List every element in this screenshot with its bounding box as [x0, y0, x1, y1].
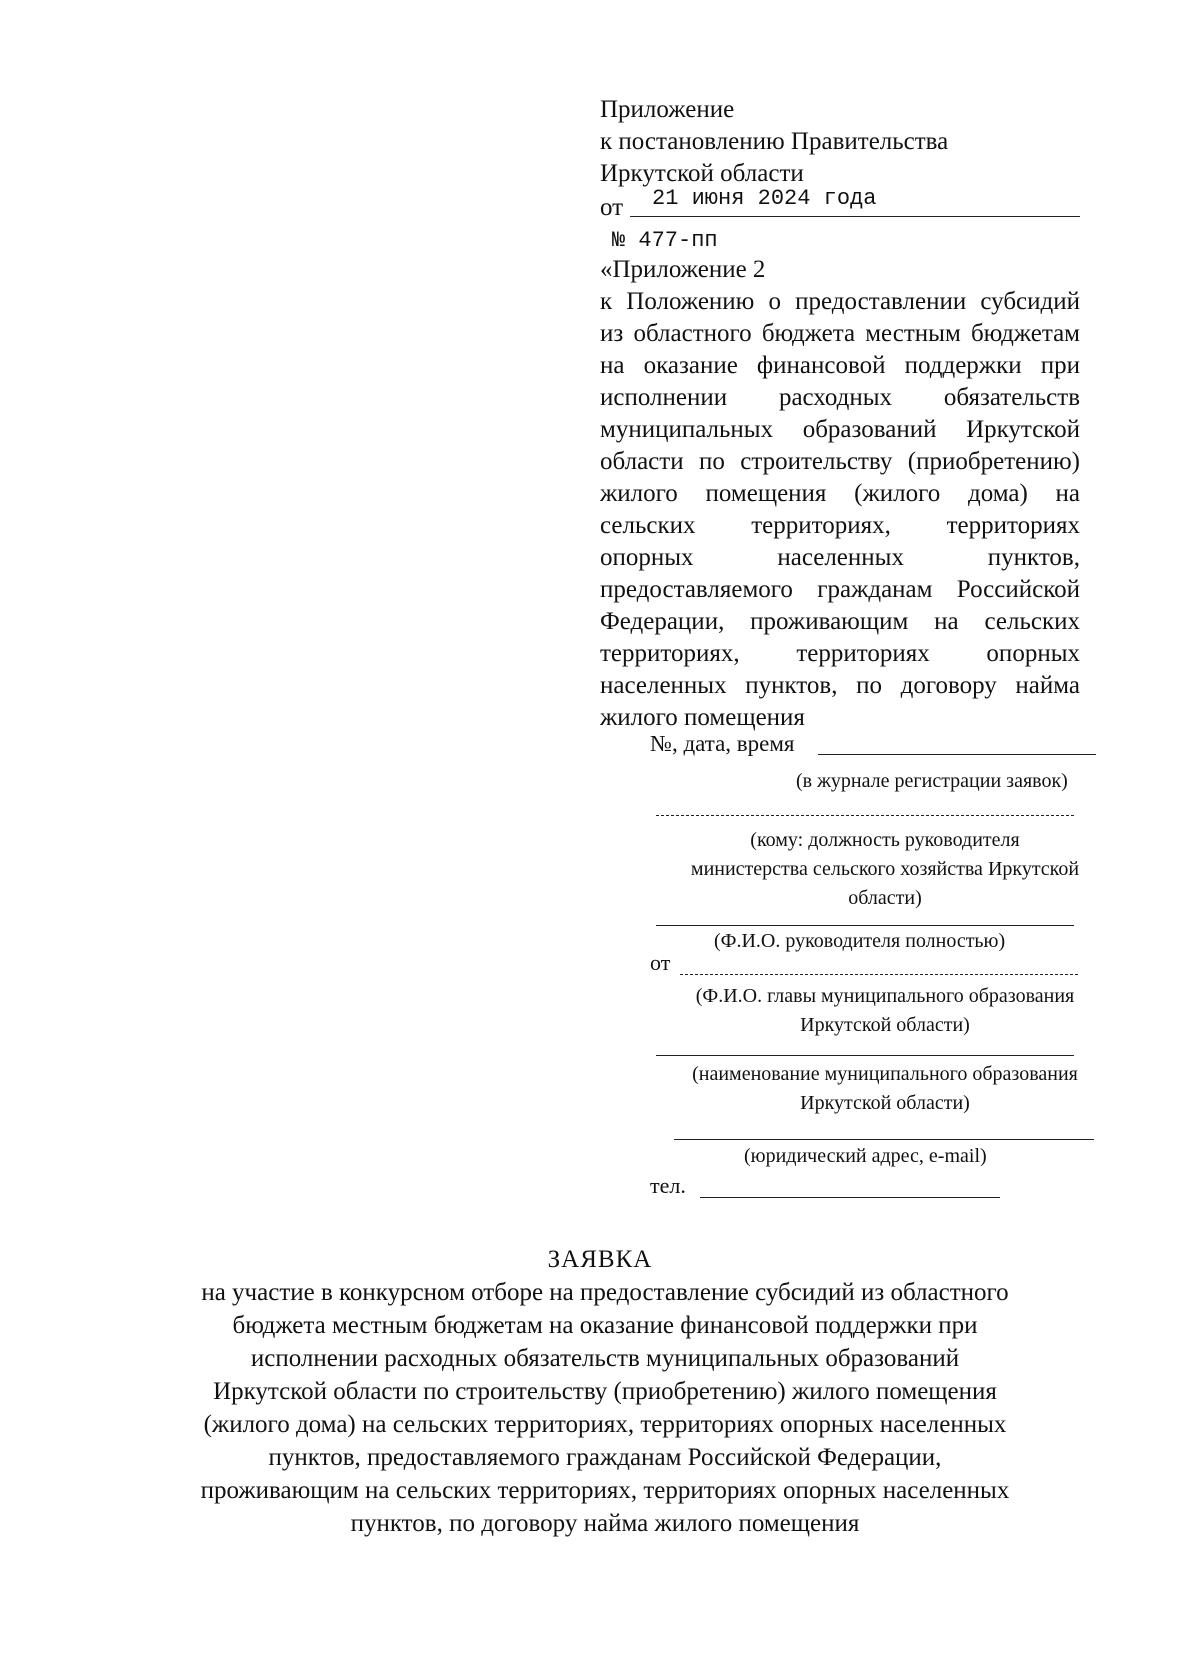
subtitle-line: исполнении расходных обязательств муниципальных образований — [250, 1345, 960, 1372]
appendix-line: жилого помещения — [600, 704, 805, 731]
appendix-line: к Положению о предоставлении субсидий — [600, 288, 1080, 315]
header-line-1: Приложение — [600, 96, 735, 123]
appendix-line: на оказание финансовой поддержки при — [600, 352, 1080, 379]
caption-line: министерства сельского хозяйства Иркутской — [690, 858, 1080, 880]
municipality-caption — [640, 1060, 1130, 1118]
decree-date: 21 июня 2024 года — [652, 186, 877, 211]
header-line-3: Иркутской области — [600, 160, 804, 187]
from-label: от — [650, 950, 671, 975]
date-prefix: от — [600, 194, 624, 221]
subtitle-line: проживающим на сельских территориях, территориях опорных населенных — [200, 1477, 1010, 1504]
head-name-caption: (Ф.И.О. руководителя полностью) — [714, 930, 1006, 952]
appendix-2-reference — [600, 254, 1080, 734]
municipal-head-caption — [640, 982, 1130, 1040]
subtitle-line: пунктов, по договору найма жилого помещения — [350, 1510, 860, 1537]
appendix-line: предоставляемого гражданам Российской — [600, 576, 1080, 603]
decree-number: № 477-пп — [612, 228, 718, 253]
subtitle-line: Иркутской области по строительству (приобретению) жилого помещения — [213, 1378, 997, 1405]
phone-blank[interactable] — [700, 1197, 1000, 1198]
header-line-2: к постановлению Правительства — [600, 128, 949, 155]
appendix-line: муниципальных образований Иркутской — [600, 416, 1080, 443]
appendix-line: населенных пунктов, по договору найма — [600, 672, 1080, 699]
position-blank[interactable] — [656, 815, 1074, 816]
document-subtitle — [170, 1276, 1040, 1540]
registration-caption: (в журнале регистрации заявок) — [796, 770, 1068, 792]
appendix-line: территориях, территориях опорных — [600, 640, 1080, 667]
date-underline — [630, 216, 1080, 217]
appendix-line: «Приложение 2 — [600, 256, 766, 283]
subtitle-line: на участие в конкурсном отборе на предоставление субсидий из областного — [201, 1279, 1009, 1306]
appendix-line: исполнении расходных обязательств — [600, 384, 1080, 411]
address-blank[interactable] — [674, 1139, 1094, 1140]
registration-label: №, дата, время — [650, 731, 795, 756]
appendix-line: из областного бюджета местным бюджетам — [600, 320, 1080, 347]
subtitle-line: пунктов, предоставляемого гражданам Российской Федерации, — [268, 1444, 942, 1471]
caption-line: (кому: должность руководителя — [750, 829, 1020, 851]
from-blank[interactable] — [680, 974, 1078, 975]
appendix-line: Федерации, проживающим на сельских — [600, 608, 1080, 635]
position-caption — [640, 826, 1130, 913]
caption-line: (Ф.И.О. главы муниципального образования — [695, 985, 1075, 1007]
address-caption: (юридический адрес, e-mail) — [744, 1145, 987, 1167]
caption-line: области) — [848, 887, 922, 909]
registration-blank[interactable] — [818, 754, 1096, 755]
decree-date-row — [600, 186, 1080, 222]
phone-label: тел. — [650, 1173, 686, 1198]
appendix-line: области по строительству (приобретению) — [600, 448, 1080, 475]
subtitle-line: (жилого дома) на сельских территориях, территориях опорных населенных — [203, 1411, 1007, 1438]
head-name-blank[interactable] — [656, 925, 1074, 926]
caption-line: (наименование муниципального образования — [692, 1063, 1078, 1085]
municipality-blank[interactable] — [656, 1055, 1074, 1056]
subtitle-line: бюджета местным бюджетам на оказание финансовой поддержки при — [232, 1312, 978, 1339]
appendix-line: жилого помещения (жилого дома) на — [600, 480, 1080, 507]
appendix-line: опорных населенных пунктов, — [600, 544, 1080, 571]
caption-line: Иркутской области) — [800, 1014, 970, 1036]
caption-line: Иркутской области) — [800, 1092, 970, 1114]
document-title: ЗАЯВКА — [547, 1246, 653, 1273]
appendix-line: сельских территориях, территориях — [600, 512, 1080, 539]
